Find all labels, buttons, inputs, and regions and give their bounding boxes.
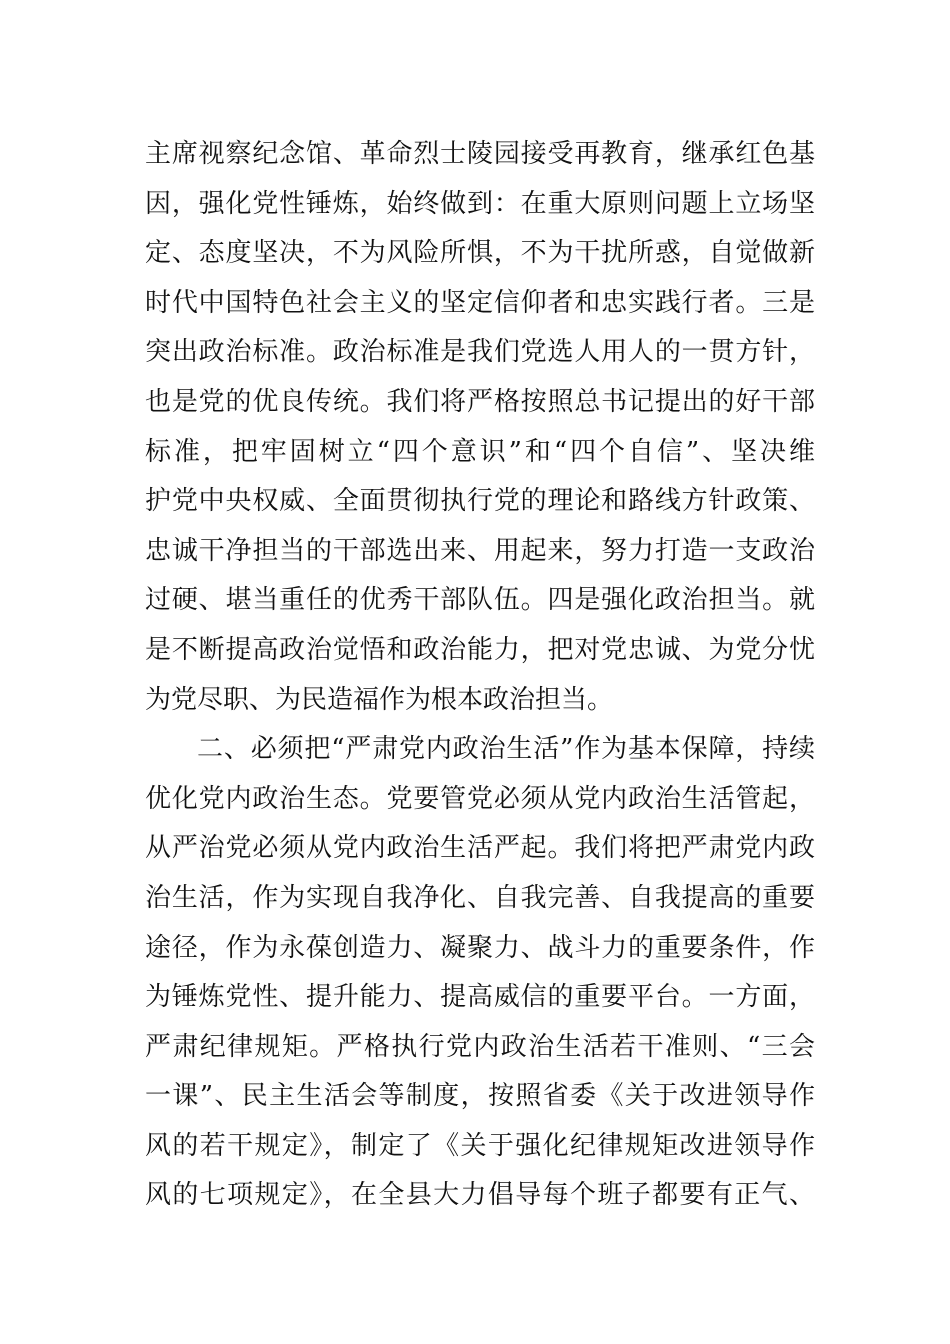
text-line-14: 优化党内政治生态。党要管党必须从党内政治生活管起， (145, 783, 815, 814)
text-line-21: 风的若干规定》，制定了《关于强化纪律规矩改进领导作 (145, 1130, 815, 1161)
text-line-11: 是不断提高政治觉悟和政治能力，把对党忠诚、为党分忧 (145, 634, 815, 665)
text-line-1: 主席视察纪念馆、革命烈士陵园接受再教育，继承红色基 (145, 139, 815, 169)
body-text (145, 130, 815, 1221)
text-line-6: 也是党的优良传统。我们将严格按照总书记提出的好干部 (145, 386, 815, 417)
text-line-12: 为党尽职、为民造福作为根本政治担当。 (145, 684, 614, 715)
text-line-9: 忠诚干净担当的干部选出来、用起来，努力打造一支政治 (145, 535, 815, 566)
text-line-19: 严肃纪律规矩。严格执行党内政治生活若干准则、“三会 (145, 1031, 815, 1062)
text-line-3: 定、态度坚决，不为风险所惧，不为干扰所惑，自觉做新 (145, 238, 815, 269)
text-line-17: 途径，作为永葆创造力、凝聚力、战斗力的重要条件，作 (145, 932, 815, 963)
text-line-15: 从严治党必须从党内政治生活严起。我们将把严肃党内政 (145, 833, 815, 864)
text-line-8: 护党中央权威、全面贯彻执行党的理论和路线方针政策、 (145, 486, 815, 517)
text-line-10: 过硬、堪当重任的优秀干部队伍。四是强化政治担当。就 (145, 585, 815, 616)
text-line-2: 因，强化党性锤炼，始终做到：在重大原则问题上立场坚 (145, 188, 815, 219)
text-line-16: 治生活，作为实现自我净化、自我完善、自我提高的重要 (145, 882, 815, 913)
text-line-20: 一课”、民主生活会等制度，按照省委《关于改进领导作 (145, 1081, 815, 1112)
text-line-18: 为锤炼党性、提升能力、提高威信的重要平台。一方面， (145, 982, 815, 1013)
text-line-22: 风的七项规定》，在全县大力倡导每个班子都要有正气、 (145, 1180, 815, 1211)
text-line-5: 突出政治标准。政治标准是我们党选人用人的一贯方针， (145, 337, 815, 368)
text-line-4: 时代中国特色社会主义的坚定信仰者和忠实践行者。三是 (145, 287, 815, 318)
text-line-7: 标准，把牢固树立“四个意识”和“四个自信”、坚决维 (145, 436, 815, 467)
text-line-13: 二、必须把“严肃党内政治生活”作为基本保障，持续 (197, 734, 815, 765)
